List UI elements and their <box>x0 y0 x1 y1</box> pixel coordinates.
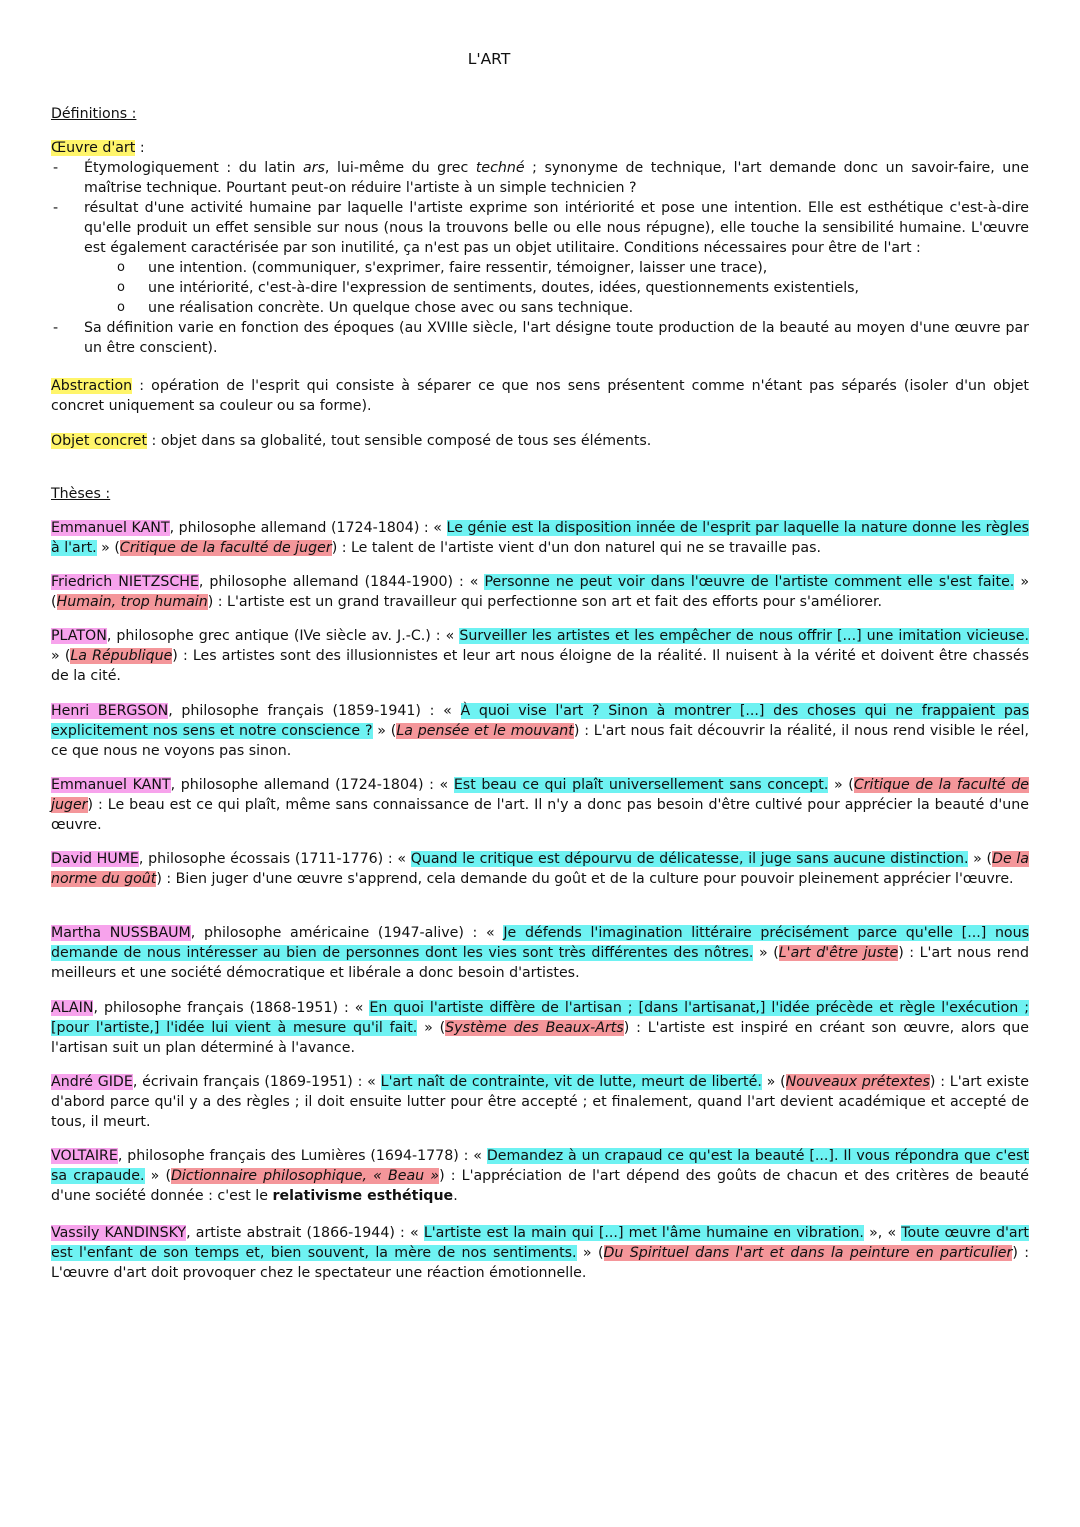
work-title: Nouveaux prétextes <box>785 1074 930 1090</box>
author-name: Martha NUSSBAUM <box>51 925 191 941</box>
author-name: VOLTAIRE <box>51 1148 118 1164</box>
work-title: Critique de la faculté de juger <box>51 777 1029 813</box>
thesis-item: Emmanuel KANT, philosophe allemand (1724-1804) : « Le génie est la disposition innée de l'esprit par laquelle la nature donne les règles à l'art. » (Critique de la faculté de juger) : Le talent de l'artiste vient d'un don naturel qui ne se travaille pas. <box>51 520 1029 556</box>
work-title: Système des Beaux-Arts <box>445 1020 624 1036</box>
work-title: La pensée et le mouvant <box>396 723 574 739</box>
author-name: Vassily KANDINSKY <box>51 1225 187 1241</box>
thesis-quote: L'artiste est la main qui [...] met l'âme humaine en vibration. <box>423 1225 864 1241</box>
theses-heading: Thèses : <box>51 486 111 502</box>
oeuvre-bullet-3: - Sa définition varie en fonction des époques (au XVIIIe siècle, l'art désigne toute production de la beauté au moyen d'une œuvre par un être conscient). <box>51 318 1029 358</box>
thesis-quote: À quoi vise l'art ? Sinon à montrer [...] des choses qui ne frappaient pas explicitement nos sens et notre conscience ? <box>51 703 1029 739</box>
author-name: Emmanuel KANT <box>51 777 171 793</box>
work-title: Humain, trop humain <box>56 594 208 610</box>
thesis-quote: Toute œuvre d'art est l'enfant de son temps et, bien souvent, la mère de nos sentiments. <box>51 1225 1029 1261</box>
author-name: David HUME <box>51 851 139 867</box>
work-title: L'art d'être juste <box>778 945 899 961</box>
work-title: Dictionnaire philosophique, « Beau » <box>171 1168 440 1184</box>
thesis-item: Martha NUSSBAUM, philosophe américaine (1947-alive) : « Je défends l'imagination littéraire précisément parce qu'elle [...] nous demande de nous intéresser au bien de personnes dont les vies sont très différentes des nôtres. » (L'art d'être juste) : L'art nous rend meilleurs et une société démocratique et libérale a donc besoin d'artistes. <box>51 925 1029 981</box>
term-oeuvre: Œuvre d'art <box>51 140 136 156</box>
thesis-item: Emmanuel KANT, philosophe allemand (1724-1804) : « Est beau ce qui plaît universellement sans concept. » (Critique de la faculté de juger) : Le beau est ce qui plaît, même sans connaissance de l'art. Il n'y a donc pas besoin d'être cultivé pour apprécier la beauté d'une œuvre. <box>51 777 1029 833</box>
thesis-item: ALAIN, philosophe français (1868-1951) : « En quoi l'artiste diffère de l'artisan ; [dans l'artisanat,] l'idée précède et règle l'exécution ; [pour l'artiste,] l'idée lui vient à mesure qu'il fait. » (Système des Beaux-Arts) : L'artiste est inspiré en créant son œuvre, alors que l'artisan suit un plan déterminé à l'avance. <box>51 1000 1030 1056</box>
thesis-item: Vassily KANDINSKY, artiste abstrait (1866-1944) : « L'artiste est la main qui [...] met l'âme humaine en vibration. », « Toute œuvre d'art est l'enfant de son temps et, bien souvent, la mère de nos sentiments. » (Du Spirituel dans l'art et dans la peinture en particulier) : L'œuvre d'art doit provoquer chez le spectateur une réaction émotionnelle. <box>51 1225 1029 1281</box>
thesis-quote: Le génie est la disposition innée de l'esprit par laquelle la nature donne les règles à l'art. <box>51 520 1029 556</box>
author-name: ALAIN <box>51 1000 94 1016</box>
oeuvre-bullet-2: - résultat d'une activité humaine par laquelle l'artiste exprime son intériorité et pose une intention. Elle est esthétique c'est-à-dire qu'elle produit un effet sensible sur nous (nous la trouvons belle ou elle nous répugne), elle touche la sensibilité humaine. L'œuvre est également caractérisée par son inutilité, ça n'est pas un objet utilitaire. Conditions nécessaires pour être de l'art : <box>51 198 1029 258</box>
page-title: L'ART <box>467 50 511 68</box>
author-name: Emmanuel KANT <box>51 520 170 536</box>
thesis-item: André GIDE, écrivain français (1869-1951) : « L'art naît de contrainte, vit de lutte, meurt de liberté. » (Nouveaux prétextes) : L'art existe d'abord parce qu'il y a des règles ; il doit ensuite lutter pour être accepté ; et finalement, quand l'art devient académique et accepté de tous, il meurt. <box>51 1074 1029 1130</box>
thesis-item: VOLTAIRE, philosophe français des Lumières (1694-1778) : « Demandez à un crapaud ce qu'est la beauté [...]. Il vous répondra que c'est sa crapaude. » (Dictionnaire philosophique, « Beau ») : L'appréciation de l'art dépend des goûts de chacun et des critères de beauté d'une société donnée : c'est le relativisme esthétique. <box>51 1148 1030 1204</box>
definitions-heading: Définitions : <box>51 106 137 122</box>
author-name: Henri BERGSON <box>51 703 169 719</box>
thesis-quote: Surveiller les artistes et les empêcher de nous offrir [...] une imitation vicieuse. <box>459 628 1029 644</box>
work-title: La République <box>70 648 173 664</box>
oeuvre-bullet-1: - Étymologiquement : du latin ars, lui-même du grec techné ; synonyme de technique, l'art demande donc un savoir-faire, une maîtrise technique. Pourtant peut-on réduire l'artiste à un simple technicien ? <box>51 158 1029 198</box>
oeuvre-definition: Œuvre d'art : - Étymologiquement : du latin ars, lui-même du grec techné ; synonyme de technique, l'art demande donc un savoir-faire, une maîtrise technique. Pourtant peut-on réduire l'artiste à un simple technicien ? - résultat d'une activité humaine par laquelle l'artiste exprime son intériorité et pose une intention. Elle est esthétique c'est-à-dire qu'elle produit un effet sensible sur nous (nous la trouvons belle ou elle nous répugne), elle touche la sensibilité humaine. L'œuvre est également caractérisée par son inutilité, ça n'est pas un objet utilitaire. Conditions nécessaires pour être de l'art : o une intention. (communiquer, s'exprimer, faire ressentir, témoigner, laisser une trace), o une intériorité, c'est-à-dire l'expression de sentiments, doutes, idées, questionnements existentiels, o une réalisation concrète. Un quelque chose avec ou sans technique. - Sa définition varie en fonction des époques (au XVIIIe siècle, l'art désigne toute production de la beauté au moyen d'une œuvre par un être conscient). <box>51 138 1029 358</box>
thesis-item: Henri BERGSON, philosophe français (1859-1941) : « À quoi vise l'art ? Sinon à montrer [...] des choses qui ne frappaient pas explicitement nos sens et notre conscience ? » (La pensée et le mouvant) : L'art nous fait découvrir la réalité, il nous rend visible le réel, ce que nous ne voyons pas sinon. <box>51 703 1029 759</box>
thesis-quote: Demandez à un crapaud ce qu'est la beauté [...]. Il vous répondra que c'est sa crapaude. <box>51 1148 1029 1184</box>
thesis-quote: En quoi l'artiste diffère de l'artisan ; [dans l'artisanat,] l'idée précède et règle l'exécution ; [pour l'artiste,] l'idée lui vient à mesure qu'il fait. <box>51 1000 1030 1036</box>
work-title: De la norme du goût <box>51 851 1029 887</box>
author-name: Friedrich NIETZSCHE <box>51 574 199 590</box>
thesis-item: PLATON, philosophe grec antique (IVe siècle av. J.-C.) : « Surveiller les artistes et les empêcher de nous offrir [...] une imitation vicieuse. » (La République) : Les artistes sont des illusionnistes et leur art nous éloigne de la réalité. Il nuisent à la vérité et doivent être chassés de la cité. <box>51 628 1029 684</box>
objet-definition: Objet concret : objet dans sa globalité, tout sensible composé de tous ses éléments. <box>51 433 652 449</box>
condition-item: o une intention. (communiquer, s'exprimer, faire ressentir, témoigner, laisser une trace), <box>51 258 1029 278</box>
thesis-quote: Je défends l'imagination littéraire précisément parce qu'elle [...] nous demande de nous intéresser au bien de personnes dont les vies sont très différentes des nôtres. <box>51 925 1029 961</box>
abstraction-definition: Abstraction : opération de l'esprit qui consiste à séparer ce que nos sens présentent comme n'étant pas séparés (isoler d'un objet concret uniquement sa couleur ou sa forme). <box>51 378 1029 414</box>
thesis-quote: L'art naît de contrainte, vit de lutte, meurt de liberté. <box>380 1074 762 1090</box>
term-objet-concret: Objet concret <box>51 433 148 449</box>
key-concept: relativisme esthétique <box>272 1188 454 1204</box>
thesis-quote: Est beau ce qui plaît universellement sans concept. <box>453 777 829 793</box>
work-title: Critique de la faculté de juger <box>119 540 332 556</box>
work-title: Du Spirituel dans l'art et dans la peinture en particulier <box>603 1245 1013 1261</box>
thesis-quote: Quand le critique est dépourvu de délicatesse, il juge sans aucune distinction. <box>410 851 969 867</box>
author-name: PLATON <box>51 628 107 644</box>
thesis-item: Friedrich NIETZSCHE, philosophe allemand (1844-1900) : « Personne ne peut voir dans l'œuvre de l'artiste comment elle s'est faite. » (Humain, trop humain) : L'artiste est un grand travailleur qui perfectionne son art et fait des efforts pour s'améliorer. <box>51 574 1029 610</box>
author-name: André GIDE <box>51 1074 133 1090</box>
condition-item: o une intériorité, c'est-à-dire l'expression de sentiments, doutes, idées, questionnements existentiels, <box>51 278 1029 298</box>
thesis-quote: Personne ne peut voir dans l'œuvre de l'artiste comment elle s'est faite. <box>484 574 1015 590</box>
condition-item: o une réalisation concrète. Un quelque chose avec ou sans technique. <box>51 298 1029 318</box>
term-abstraction: Abstraction <box>51 378 133 394</box>
thesis-item: David HUME, philosophe écossais (1711-1776) : « Quand le critique est dépourvu de délicatesse, il juge sans aucune distinction. » (De la norme du goût) : Bien juger d'une œuvre s'apprend, cela demande du goût et de la culture pour pouvoir pleinement apprécier l'œuvre. <box>51 851 1029 887</box>
